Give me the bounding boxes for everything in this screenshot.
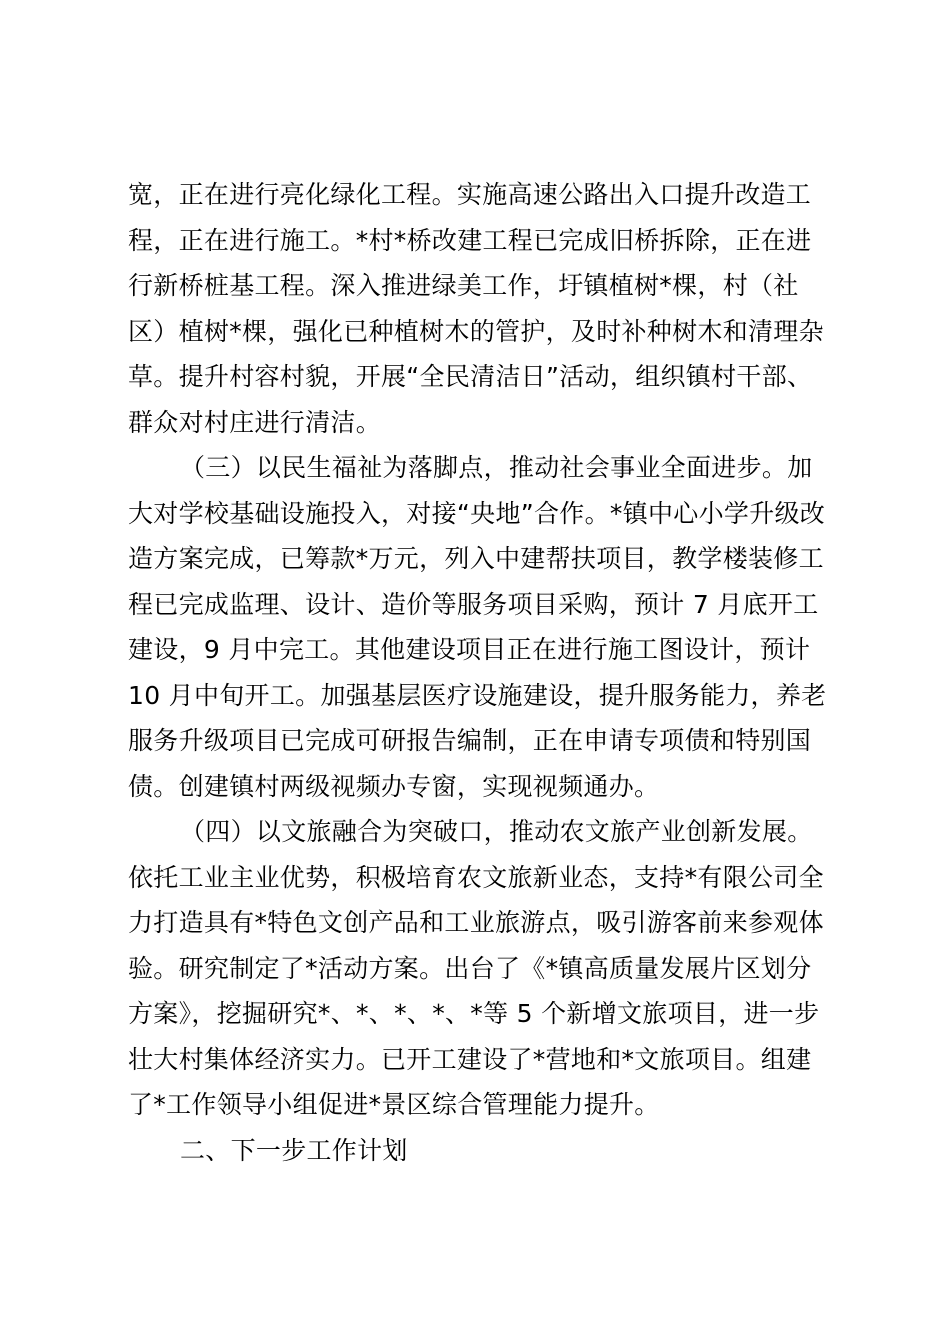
text-line: 了*工作领导小组促进*景区综合管理能力提升。	[128, 1090, 660, 1119]
text-line: 草。提升村容村貌，开展“全民清洁日”活动，组织镇村干部、	[128, 362, 813, 391]
text-line: 建设，9 月中完工。其他建设项目正在进行施工图设计，预计	[128, 635, 811, 664]
text-line: 大对学校基础设施投入，对接“央地”合作。*镇中心小学升级改	[128, 498, 826, 528]
text-line: 造方案完成，已筹款*万元，列入中建帮扶项目，教学楼装修工	[128, 544, 824, 573]
section-heading-next-plan: 二、下一步工作计划	[180, 1135, 408, 1165]
text-line: 力打造具有*特色文创产品和工业旅游点，吸引游客前来参观体	[128, 908, 824, 937]
text-line: 区）植树*棵，强化已种植树木的管护，及时补种树木和清理杂	[128, 316, 824, 346]
body-text	[128, 172, 832, 1173]
text-line: 服务升级项目已完成可研报告编制，正在申请专项债和特别国	[128, 726, 812, 755]
text-line: 依托工业主业优势，积极培育农文旅新业态，支持*有限公司全	[128, 862, 824, 892]
section-heading-three: （三）以民生福祉为落脚点，推动社会事业全面进步。加	[180, 453, 813, 482]
section-heading-four: （四）以文旅融合为突破口，推动农文旅产业创新发展。	[180, 817, 813, 846]
text-line: 10 月中旬开工。加强基层医疗设施建设，提升服务能力，养老	[128, 680, 827, 710]
text-line: 行新桥桩基工程。深入推进绿美工作，圩镇植树*棵，村（社	[128, 271, 799, 300]
text-line: 程已完成监理、设计、造价等服务项目采购，预计 7 月底开工	[128, 589, 819, 619]
text-line: 债。创建镇村两级视频办专窗，实现视频通办。	[128, 771, 660, 801]
text-line: 验。研究制定了*活动方案。出台了《*镇高质量发展片区划分	[128, 953, 812, 983]
text-line: 壮大村集体经济实力。已开工建设了*营地和*文旅项目。组建	[128, 1044, 812, 1074]
text-line: 方案》，挖掘研究*、*、*、*、*等 5 个新增文旅项目，进一步	[128, 999, 820, 1028]
text-line: 群众对村庄进行清洁。	[128, 407, 382, 437]
text-line: 程，正在进行施工。*村*桥改建工程已完成旧桥拆除，正在进	[128, 225, 812, 255]
text-line: 宽，正在进行亮化绿化工程。实施高速公路出入口提升改造工	[128, 180, 812, 209]
